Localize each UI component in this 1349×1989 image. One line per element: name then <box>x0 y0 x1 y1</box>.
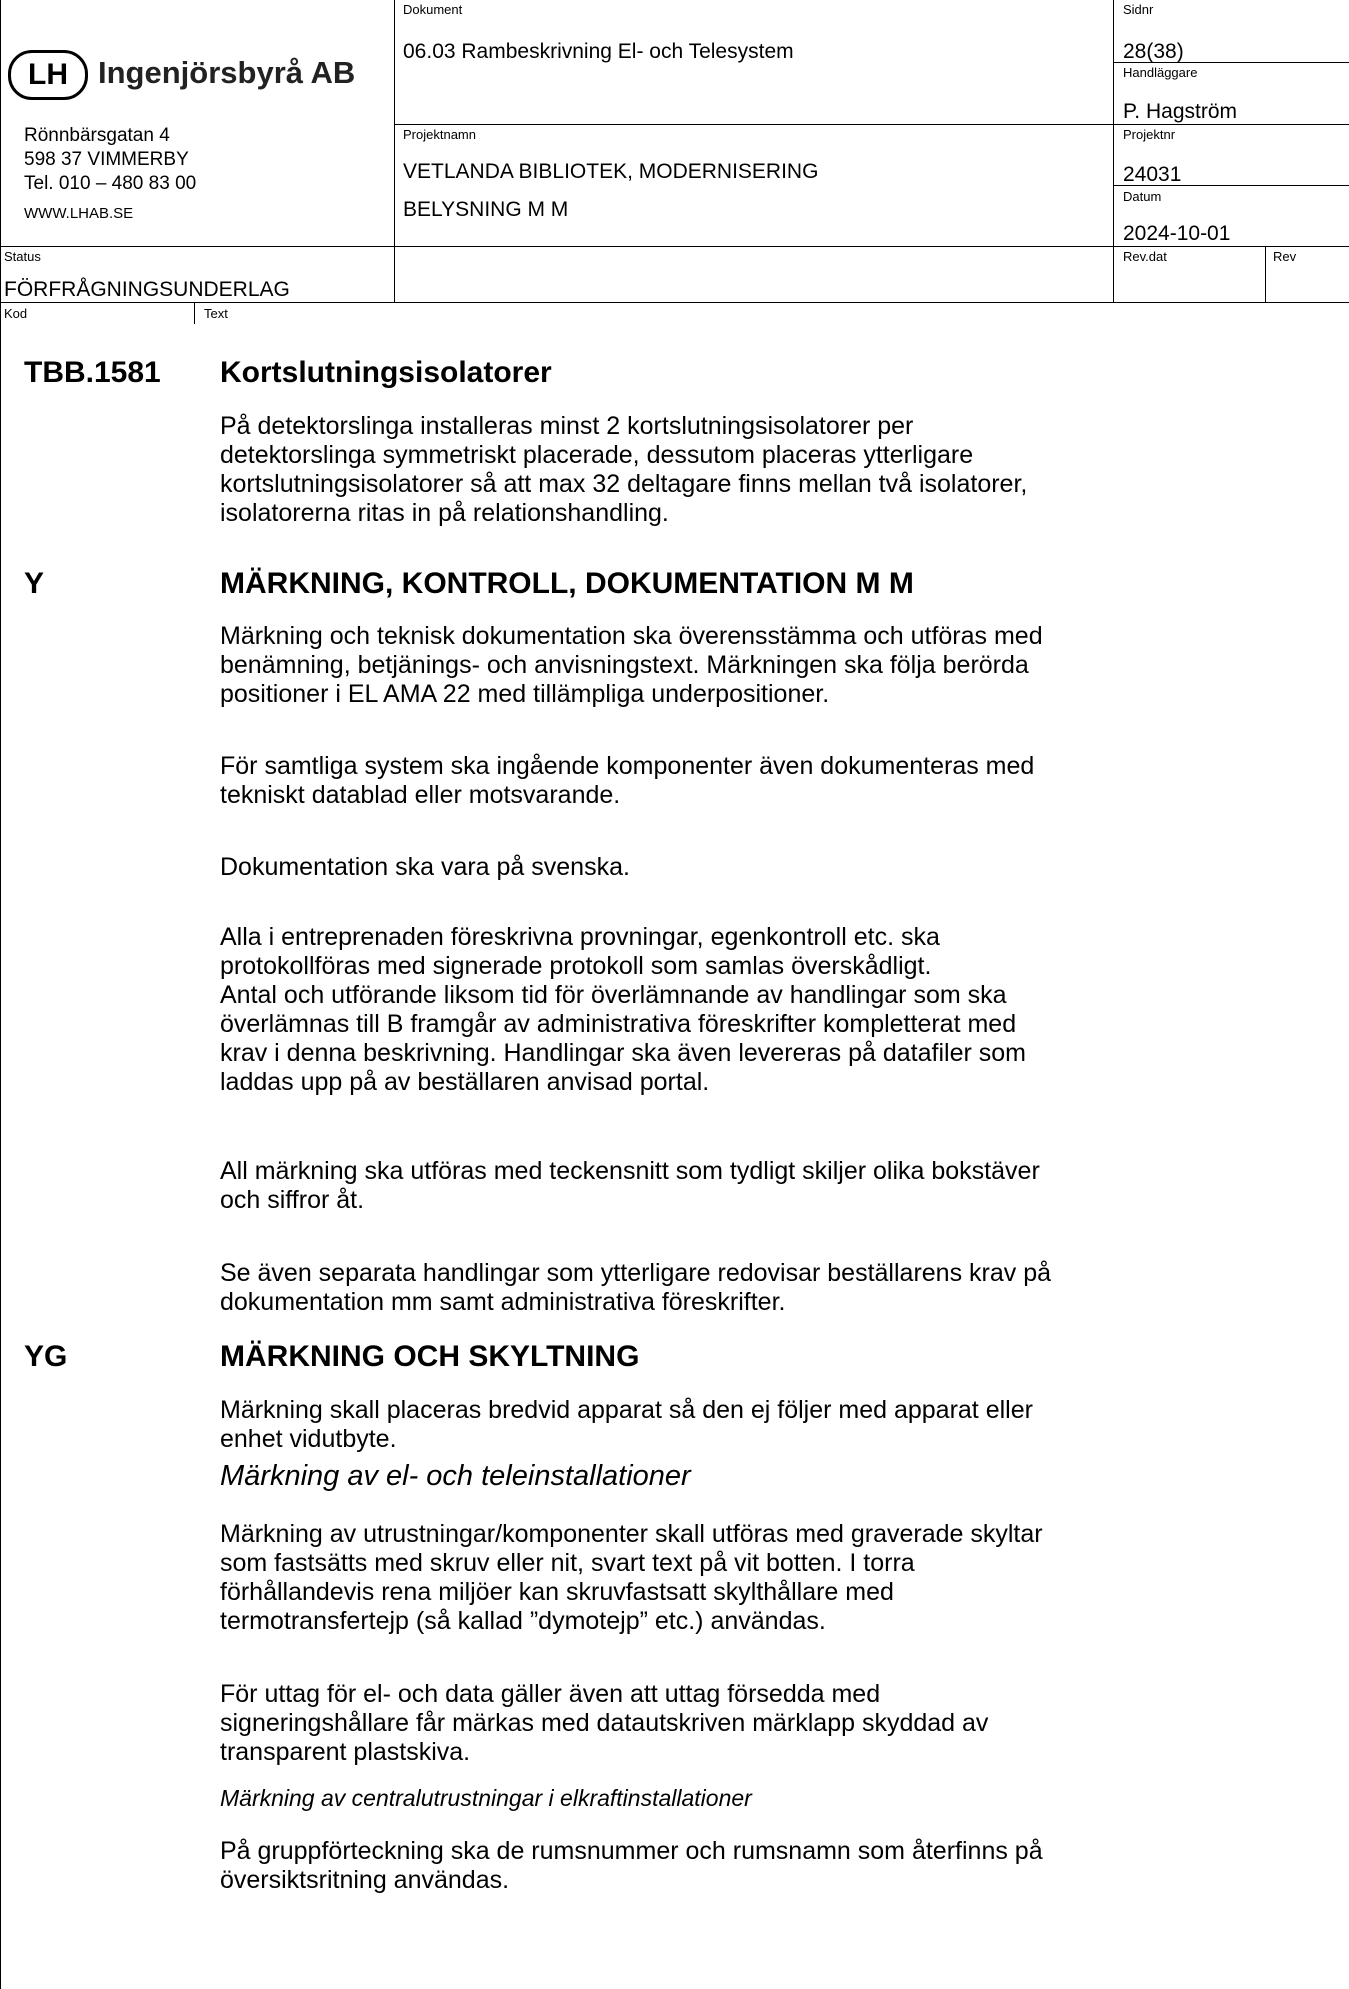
dokument-label: Dokument <box>403 2 463 17</box>
yg-paragraph-4: På gruppförteckning ska de rumsnummer och rumsnamn som återfinns på översiktsritning användas. <box>220 1837 1043 1894</box>
handlaggare-value: P. Hagström <box>1123 100 1237 123</box>
text-label: Text <box>204 306 228 321</box>
status-value: FÖRFRÅGNINGSUNDERLAG <box>4 278 290 301</box>
section-code-tbb: TBB.1581 <box>24 356 161 389</box>
section-code-yg: YG <box>24 1340 68 1373</box>
yg-paragraph-2: Märkning av utrustningar/komponenter skall utföras med graverade skyltar som fastsätts med skruv eller nit, svart text på vit botten. I torra förhållandevis rena miljöer kan skruvfastsatt skylthållare med termotransfertejp (så kallad ”dymotejp” etc.) användas. <box>220 1520 1043 1635</box>
rev-label: Rev <box>1273 249 1297 264</box>
phone: Tel. 010 – 480 83 00 <box>24 173 197 194</box>
section-title-y: MÄRKNING, KONTROLL, DOKUMENTATION M M <box>220 567 914 600</box>
company-name: Ingenjörsbyrå AB <box>98 55 356 90</box>
section-title-yg: MÄRKNING OCH SKYLTNING <box>220 1340 640 1373</box>
dokument-value: 06.03 Rambeskrivning El- och Telesystem <box>403 40 794 63</box>
header-divider-h4 <box>0 246 1349 247</box>
section-code-y: Y <box>24 567 45 600</box>
datum-label: Datum <box>1123 189 1162 204</box>
header-bottom-border <box>0 302 1349 303</box>
company-logo <box>8 50 88 100</box>
logo-text: LH <box>28 58 68 91</box>
yg-paragraph-3: För uttag för el- och data gäller även att uttag försedda med signeringshållare får märkas med datautskriven märklapp skyddad av transparent plastskiva. <box>220 1680 989 1766</box>
header-left-border <box>0 0 1 1989</box>
section-title-tbb: Kortslutningsisolatorer <box>220 356 552 389</box>
kod-text-divider <box>194 302 195 324</box>
tbb-paragraph-1: På detektorslinga installeras minst 2 kortslutningsisolatorer per detektorslinga symmetriskt placerade, dessutom placeras ytterligare kortslutningsisolatorer så att max 32 deltagare finns mellan två isolatorer, isolatorerna ritas in på relationshandling. <box>220 412 1028 527</box>
datum-value: 2024-10-01 <box>1123 222 1231 245</box>
header-divider-v2 <box>1113 0 1114 302</box>
projektnamn-line2: BELYSNING M M <box>403 198 569 221</box>
y-paragraph-6: Se även separata handlingar som ytterligare redovisar beställarens krav på dokumentation mm samt administrativa föreskrifter. <box>220 1259 1052 1316</box>
y-paragraph-4: Alla i entreprenaden föreskrivna provningar, egenkontroll etc. ska protokollföras med signerade protokoll som samlas överskådligt. Antal och utförande liksom tid för överlämnande av handlingar som ska överlämnas till B framgår av administrativa föreskrifter kompletterat med krav i denna beskrivning. Handlingar ska även levereras på datafiler som laddas upp på av beställaren anvisad portal. <box>220 923 1026 1096</box>
y-paragraph-1: Märkning och teknisk dokumentation ska överensstämma och utföras med benämning, betjänings- och anvisningstext. Märkningen ska följa berörda positioner i EL AMA 22 med tillämpliga underpositioner. <box>220 622 1043 708</box>
header-divider-v1 <box>394 0 395 302</box>
address-line2: 598 37 VIMMERBY <box>24 149 189 170</box>
yg-subheading-1: Märkning av el- och teleinstallationer <box>220 1460 691 1492</box>
header-divider-h2 <box>394 124 1349 125</box>
header-divider-v3 <box>1265 246 1266 302</box>
handlaggare-label: Handläggare <box>1123 65 1198 80</box>
address-line1: Rönnbärsgatan 4 <box>24 125 170 146</box>
y-paragraph-5: All märkning ska utföras med teckensnitt som tydligt skiljer olika bokstäver och siffror åt. <box>220 1157 1040 1214</box>
revdat-label: Rev.dat <box>1123 249 1167 264</box>
status-label: Status <box>4 249 41 264</box>
y-paragraph-3: Dokumentation ska vara på svenska. <box>220 853 630 881</box>
yg-subheading-2: Märkning av centralutrustningar i elkraftinstallationer <box>220 1785 752 1811</box>
kod-label: Kod <box>4 306 28 321</box>
y-paragraph-2: För samtliga system ska ingående komponenter även dokumenteras med tekniskt datablad eller motsvarande. <box>220 752 1035 809</box>
website: WWW.LHAB.SE <box>24 205 134 222</box>
projektnamn-label: Projektnamn <box>403 127 476 142</box>
projektnr-value: 24031 <box>1123 163 1182 186</box>
projektnr-label: Projektnr <box>1123 127 1176 142</box>
sidnr-label: Sidnr <box>1123 2 1154 17</box>
sidnr-value: 28(38) <box>1123 40 1184 63</box>
yg-paragraph-1: Märkning skall placeras bredvid apparat så den ej följer med apparat eller enhet vidutbyte. <box>220 1396 1033 1453</box>
projektnamn-line1: VETLANDA BIBLIOTEK, MODERNISERING <box>403 160 819 183</box>
